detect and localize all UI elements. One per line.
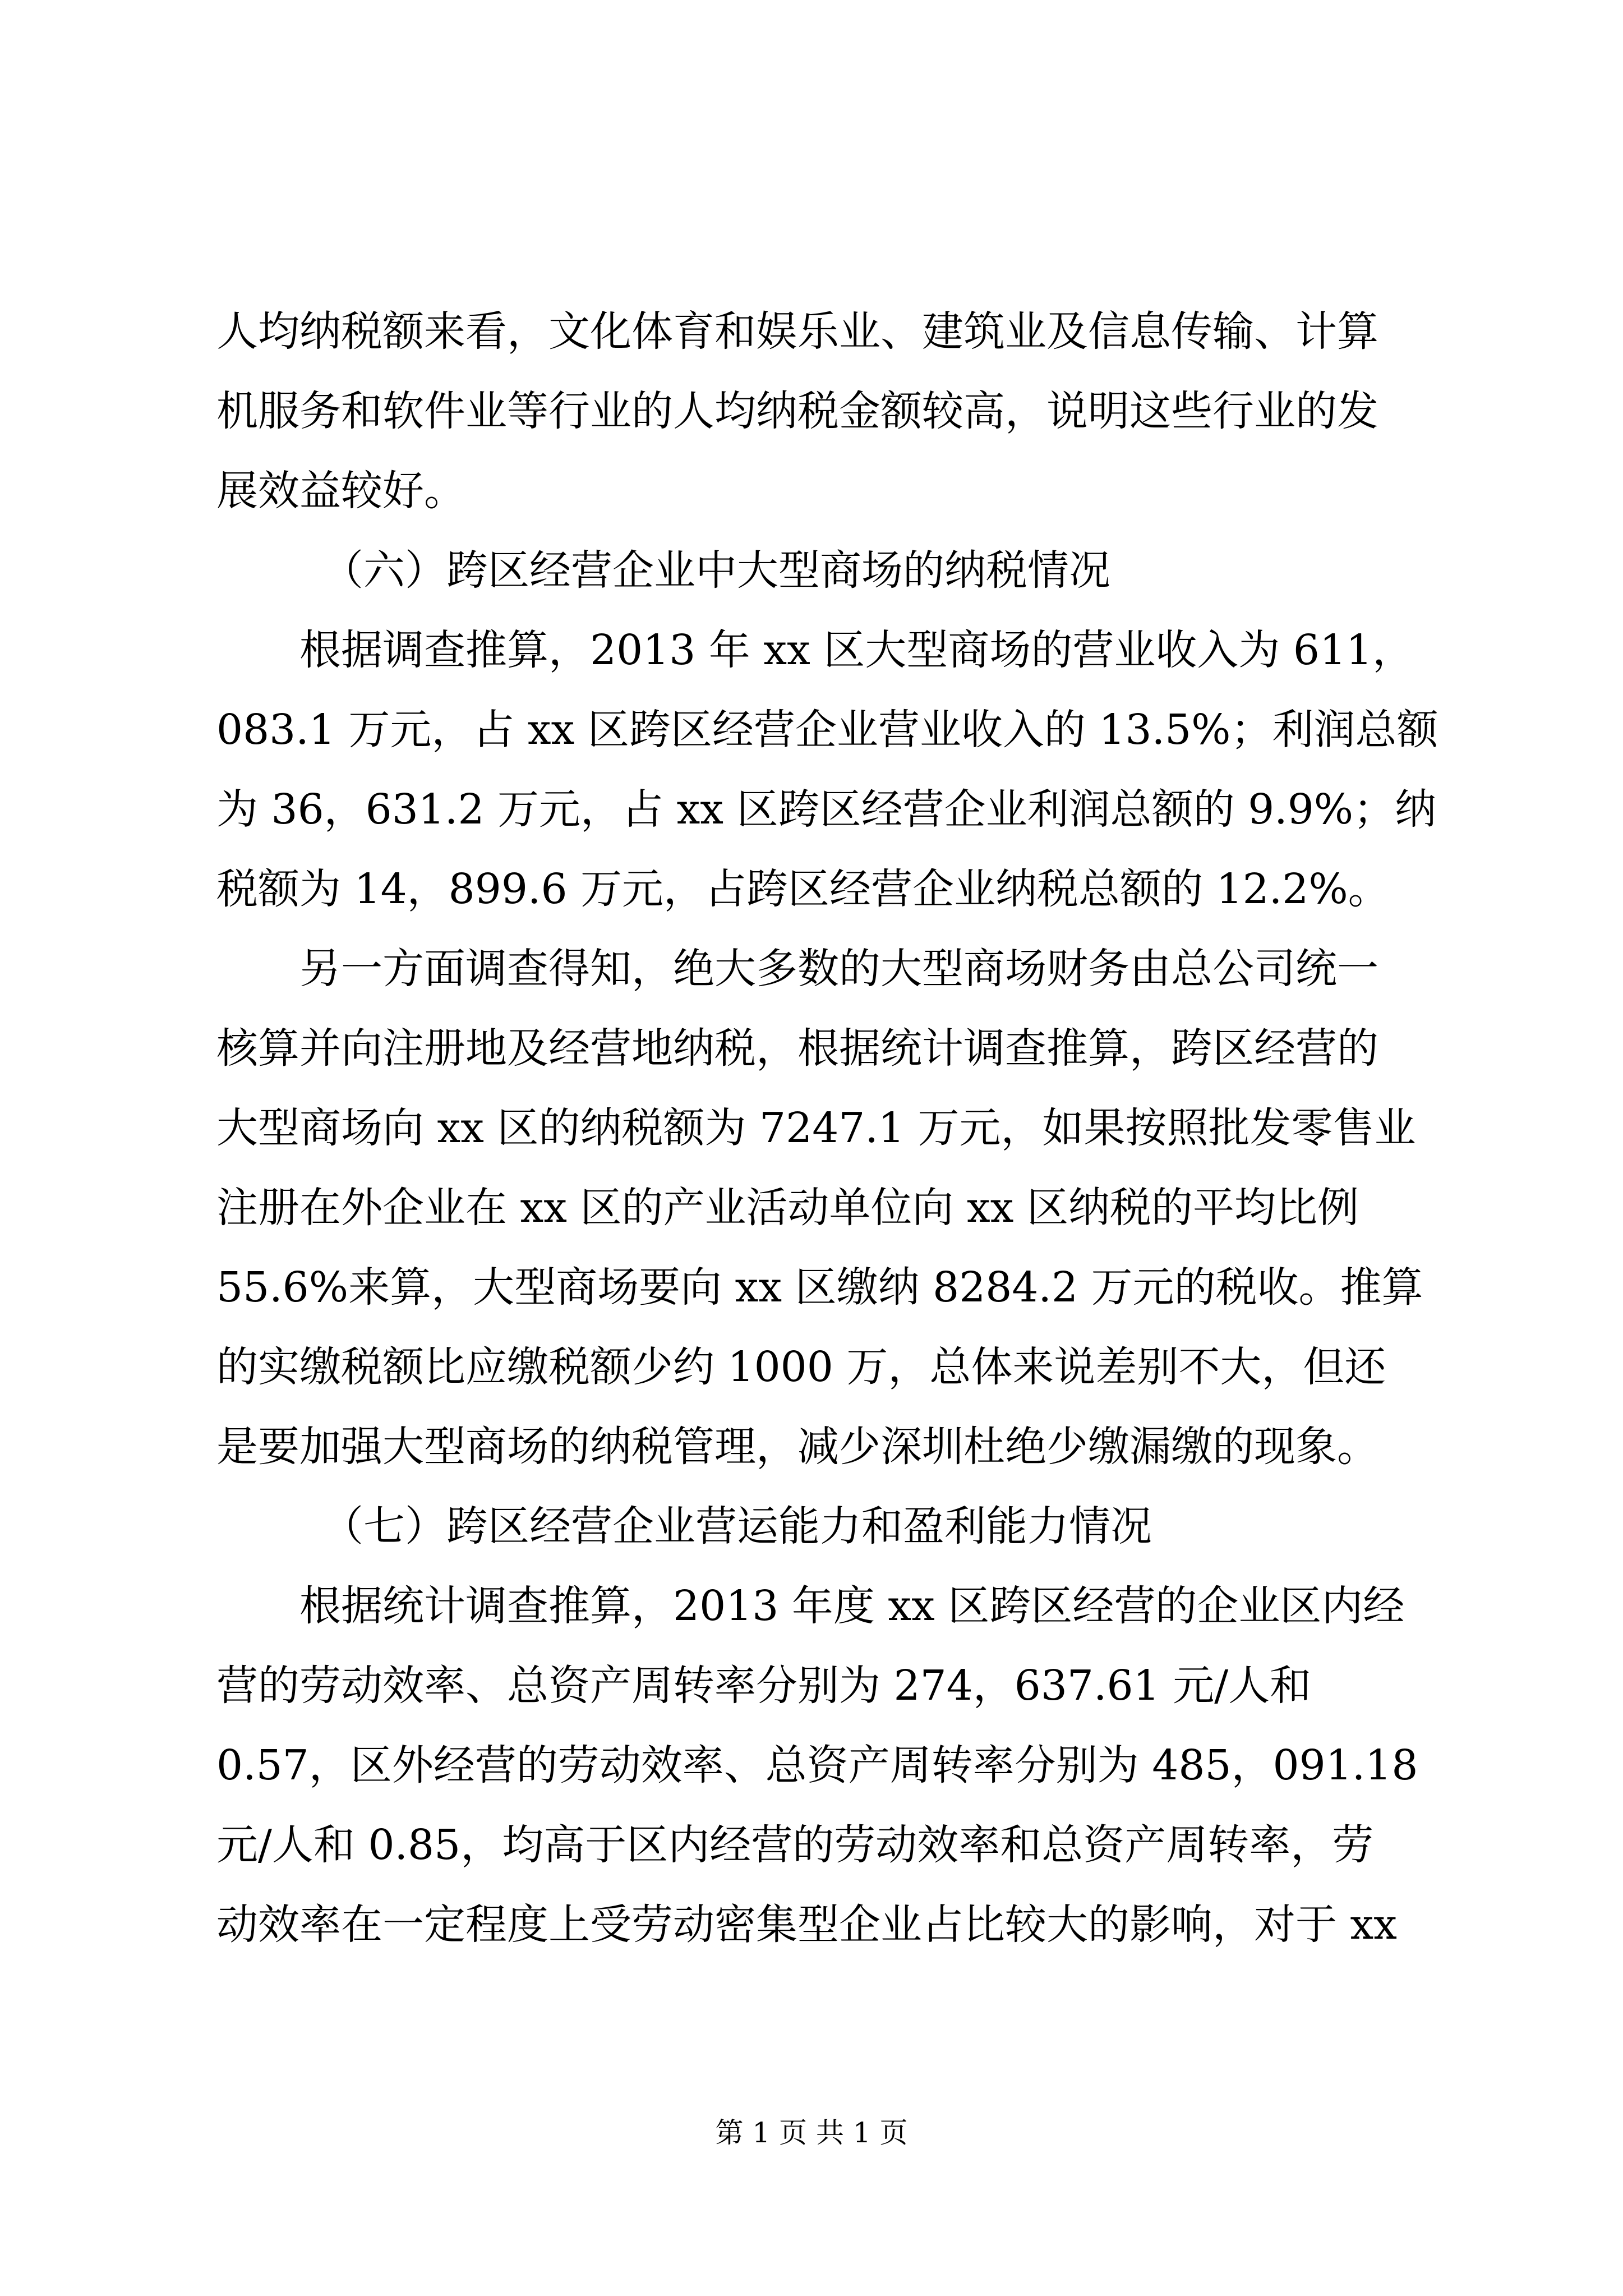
text-line: 的实缴税额比应缴税额少约 1000 万，总体来说差别不大，但还: [216, 1343, 1386, 1391]
text-line: 税额为 14，899.6 万元，占跨区经营企业纳税总额的 12.2%。: [216, 865, 1390, 913]
text-line: 机服务和软件业等行业的人均纳税金额较高，说明这些行业的发: [216, 387, 1378, 435]
text-line: 083.1 万元，占 xx 区跨区经营企业营业收入的 13.5%；利润总额: [216, 706, 1438, 754]
text-line: 注册在外企业在 xx 区的产业活动单位向 xx 区纳税的平均比例: [216, 1184, 1359, 1232]
text-line: 是要加强大型商场的纳税管理，减少深圳杜绝少缴漏缴的现象。: [216, 1423, 1378, 1471]
text-line: 营的劳动效率、总资产周转率分别为 274，637.61 元/人和: [216, 1662, 1312, 1710]
text-line: 元/人和 0.85，均高于区内经营的劳动效率和总资产周转率，劳: [216, 1821, 1374, 1869]
section-heading-7: （七）跨区经营企业营运能力和盈利能力情况: [322, 1502, 1152, 1550]
text-line: 展效益较好。: [216, 467, 465, 515]
text-line: 大型商场向 xx 区的纳税额为 7247.1 万元，如果按照批发零售业: [216, 1104, 1416, 1152]
text-line: 人均纳税额来看，文化体育和娱乐业、建筑业及信息传输、计算: [216, 307, 1378, 356]
text-line: 另一方面调查得知，绝大多数的大型商场财务由总公司统一: [299, 945, 1378, 993]
text-line: 55.6%来算，大型商场要向 xx 区缴纳 8284.2 万元的税收。推算: [216, 1263, 1423, 1312]
text-line: 核算并向注册地及经营地纳税，根据统计调查推算，跨区经营的: [216, 1024, 1378, 1073]
text-line: 根据统计调查推算，2013 年度 xx 区跨区经营的企业区内经: [299, 1582, 1405, 1630]
text-line: 0.57，区外经营的劳动效率、总资产周转率分别为 485，091.18: [216, 1741, 1418, 1789]
page-footer: 第 1 页 共 1 页: [715, 2116, 908, 2149]
text-line: 为 36，631.2 万元，占 xx 区跨区经营企业利润总额的 9.9%；纳: [216, 785, 1437, 834]
document-body: [216, 292, 1438, 1964]
text-line: 动效率在一定程度上受劳动密集型企业占比较大的影响，对于 xx: [216, 1901, 1397, 1949]
section-heading-6: （六）跨区经营企业中大型商场的纳税情况: [322, 546, 1110, 595]
text-line: 根据调查推算，2013 年 xx 区大型商场的营业收入为 611，: [299, 626, 1414, 674]
